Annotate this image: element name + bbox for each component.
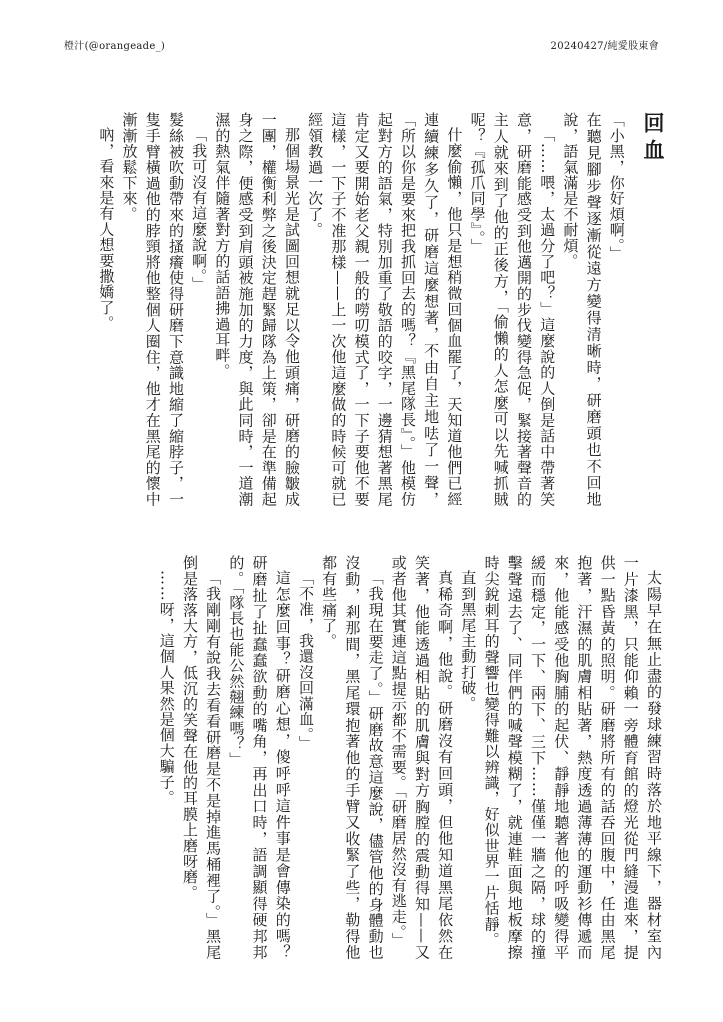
paragraph: 「我現在要走了。」研磨故意這麼說，儘管他的身體動也沒動，剎那間，黑尾環抱著他的手臂又收緊了些，勒得他都有些痛了。	[320, 555, 385, 960]
paragraph: 什麼偷懶，他只是想稍微回個血罷了，天知道他們已經連續練多久了，研磨這麼想著，不由自主地呿了一聲，「所以你是要來把我抓回去的嗎？『黑尾隊長』。」他模仿起對方的語氣，特別加重了敬語的咬字，一邊猜想著黑尾肯定又要開始老父親一般的嘮叨模式了，一下子要他不要這樣，一下子不准那樣——上一次他這麼做的時候可就已經領教過一次了。	[306, 112, 464, 507]
paragraph: 「小黑，你好煩啊。」	[607, 112, 626, 262]
paragraph: 太陽早在無止盡的發球練習時落於地平線下，器材室內一片漆黑，只能仰賴一旁體育館的燈光從門縫漫進來，提供一點昏黃的照明。研磨將所有的話吞回腹中，任由黑尾抱著，汗濕的肌膚相貼著，熱度透過薄薄的運動衫傳遞而來，他能感受他胸脯的起伏、靜靜地聽著他的呼吸變得平緩而穩定，一下、兩下、三下……僅僅一牆之隔，球的撞擊聲遠去了、同伴們的喊聲模糊了，就連鞋面與地板摩擦時尖銳刺耳的聲響也變得難以辨識，好似世界一片恬靜。	[482, 555, 663, 960]
paragraph: ……呀，這個人果然是個大騙子。	[157, 570, 176, 806]
paragraph: 髮絲被吹動帶來的搔癢使得研磨下意識地縮了縮脖子，一隻手臂橫過他的脖頸將他整個人圈住，他才在黑尾的懷中漸漸放鬆下來。	[120, 112, 185, 507]
author-credit: 橙汁(@orangeade_)	[64, 41, 166, 52]
date-event-label: 20240427/純愛股東會	[550, 41, 659, 52]
story-lower-block	[125, 555, 665, 960]
paragraph: 「……喂，太過分了吧？」這麼說的人倒是話中帶著笑意，研磨能感受到他邁開的步伐變得急促，緊接著聲音的主人就來到了他的正後方，「偷懶的人怎麼可以先喊抓賊呢？『孤爪同學』。」	[468, 112, 557, 507]
paragraph: 「不准，我還沒回滿血。」	[296, 570, 315, 751]
paragraph: 真稀奇啊，他說。研磨沒有回頭，但他知道黑尾依然在笑著，他能透過相貼的肌膚與對方胸膛的震動得知——又或者他其實連這點提示都不需要。「研磨居然沒有逃走。」	[389, 555, 455, 960]
story-upper-block	[45, 112, 665, 507]
paragraph: 那個場景光是試圖回想就足以令他頭痛，研磨的臉皺成一團，權衡利弊之後決定趕緊歸隊為上策，卻是在準備起身之際，便感受到肩頭被施加的力度，與此同時，一道潮濕的熱氣伴隨著對方的話語拂過耳畔。	[213, 112, 301, 507]
paragraph: 直到黑尾主動打破。	[459, 570, 478, 712]
paragraph: 這怎麼回事？研磨心想，傻呼呼這件事是會傳染的嗎？研磨扯了扯蠢蠢欲動的嘴角，再出口時，語調顯得硬邦邦的。「隊長也能公然翹練嗎？」	[227, 555, 292, 960]
story-title: 回血	[641, 112, 666, 166]
paragraph: 吶，看來是有人想要撒嬌了。	[97, 127, 116, 332]
paragraph: 「我剛剛有說我去看看研磨是不是掉進馬桶裡了。」黑尾倒是落落大方，低沉的笑聲在他的耳膜上磨呀磨。	[180, 555, 223, 960]
paragraph: 在聽見腳步聲逐漸從遠方變得清晰時，研磨頭也不回地說，語氣滿是不耐煩。	[561, 112, 603, 507]
paragraph: 「我可沒有這麼說啊。」	[190, 127, 209, 293]
